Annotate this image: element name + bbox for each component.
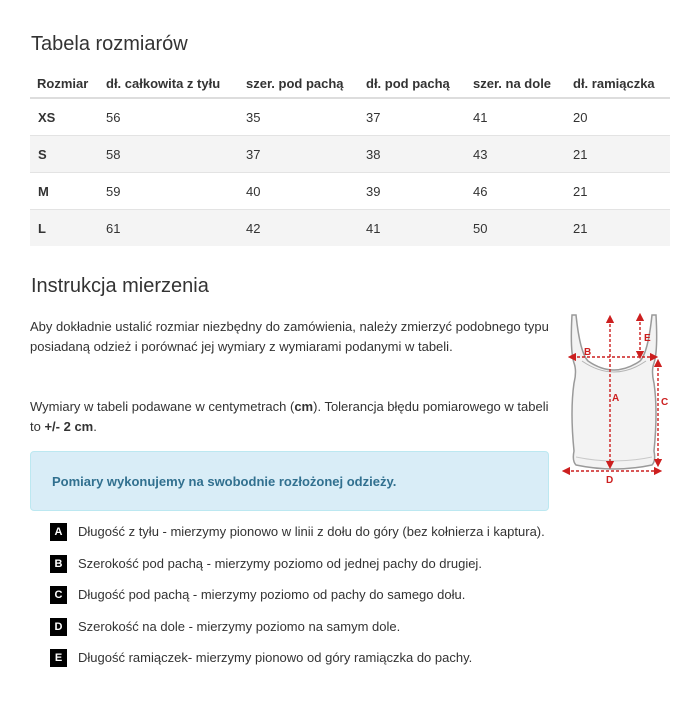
table-cell: 21 xyxy=(566,173,670,210)
legend-text: Szerokość na dole - mierzymy poziomo na samym dole. xyxy=(78,619,401,634)
table-cell-size: S xyxy=(30,136,99,173)
table-cell: 41 xyxy=(466,98,566,136)
table-cell: 37 xyxy=(359,98,466,136)
table-cell: 50 xyxy=(466,210,566,247)
table-cell: 61 xyxy=(99,210,239,247)
table-cell: 46 xyxy=(466,173,566,210)
units-text: . xyxy=(93,419,97,434)
table-cell: 58 xyxy=(99,136,239,173)
table-cell: 40 xyxy=(239,173,359,210)
label-d: D xyxy=(606,475,614,486)
units-text: ). Tolerancja błędu pomiarowego w tabeli to xyxy=(30,399,549,434)
legend-item xyxy=(50,522,610,542)
size-table-title: Tabela rozmiarów xyxy=(31,33,188,55)
label-e: E xyxy=(644,333,651,344)
legend-item xyxy=(50,554,610,574)
table-cell: 38 xyxy=(359,136,466,173)
table-cell: 42 xyxy=(239,210,359,247)
legend-text: Długość ramiączek- mierzymy pionowo od góry ramiączka do pachy. xyxy=(78,650,473,665)
legend-item xyxy=(50,585,610,605)
legend-text: Długość z tyłu - mierzymy pionowo w linii z dołu do góry (bez kołnierza i kaptura). xyxy=(78,524,545,539)
table-cell: 20 xyxy=(566,98,670,136)
table-cell-size: XS xyxy=(30,98,99,136)
table-cell: 21 xyxy=(566,210,670,247)
table-cell: 59 xyxy=(99,173,239,210)
table-row xyxy=(30,210,670,247)
size-table xyxy=(30,70,670,246)
label-c: C xyxy=(661,397,669,408)
table-cell-size: M xyxy=(30,173,99,210)
column-header: szer. na dole xyxy=(466,70,566,98)
instructions-title: Instrukcja mierzenia xyxy=(31,275,209,297)
info-box xyxy=(30,451,549,511)
units-text: Wymiary w tabeli podawane w centymetrach ( xyxy=(30,399,295,414)
label-b: B xyxy=(584,347,592,358)
column-header: Rozmiar xyxy=(30,70,99,98)
column-header: dł. ramiączka xyxy=(566,70,670,98)
table-cell: 43 xyxy=(466,136,566,173)
legend-text: Długość pod pachą - mierzymy poziomo od pachy do samego dołu. xyxy=(78,587,466,602)
letter-badge: A xyxy=(50,523,67,541)
table-cell: 37 xyxy=(239,136,359,173)
table-cell: 56 xyxy=(99,98,239,136)
table-cell: 39 xyxy=(359,173,466,210)
letter-badge: B xyxy=(50,555,67,573)
instructions-paragraph: Aby dokładnie ustalić rozmiar niezbędny do zamówienia, należy zmierzyć podobnego typu posiadaną odzież i porównać jej wymiary z wymiarami podanymi w tabeli. xyxy=(30,319,549,354)
table-cell: 41 xyxy=(359,210,466,247)
letter-badge: C xyxy=(50,586,67,604)
letter-badge: D xyxy=(50,618,67,636)
column-header: szer. pod pachą xyxy=(239,70,359,98)
label-a: A xyxy=(612,393,620,404)
legend-text: Szerokość pod pachą - mierzymy poziomo od jednej pachy do drugiej. xyxy=(78,556,482,571)
legend-item xyxy=(50,648,610,668)
column-header: dł. całkowita z tyłu xyxy=(99,70,239,98)
table-cell: 21 xyxy=(566,136,670,173)
tolerance-value: +/- 2 cm xyxy=(44,419,94,434)
tank-top-measurement-diagram xyxy=(558,311,678,491)
legend-item xyxy=(50,617,610,637)
table-row xyxy=(30,136,670,173)
letter-badge: E xyxy=(50,649,67,667)
unit-label: cm xyxy=(294,399,314,414)
table-header-row xyxy=(30,70,670,98)
table-row xyxy=(30,98,670,136)
table-cell-size: L xyxy=(30,210,99,247)
table-cell: 35 xyxy=(239,98,359,136)
info-box-text: Pomiary wykonujemy na swobodnie rozłożonej odzieży. xyxy=(52,474,397,489)
table-row xyxy=(30,173,670,210)
column-header: dł. pod pachą xyxy=(359,70,466,98)
units-paragraph xyxy=(30,397,555,437)
